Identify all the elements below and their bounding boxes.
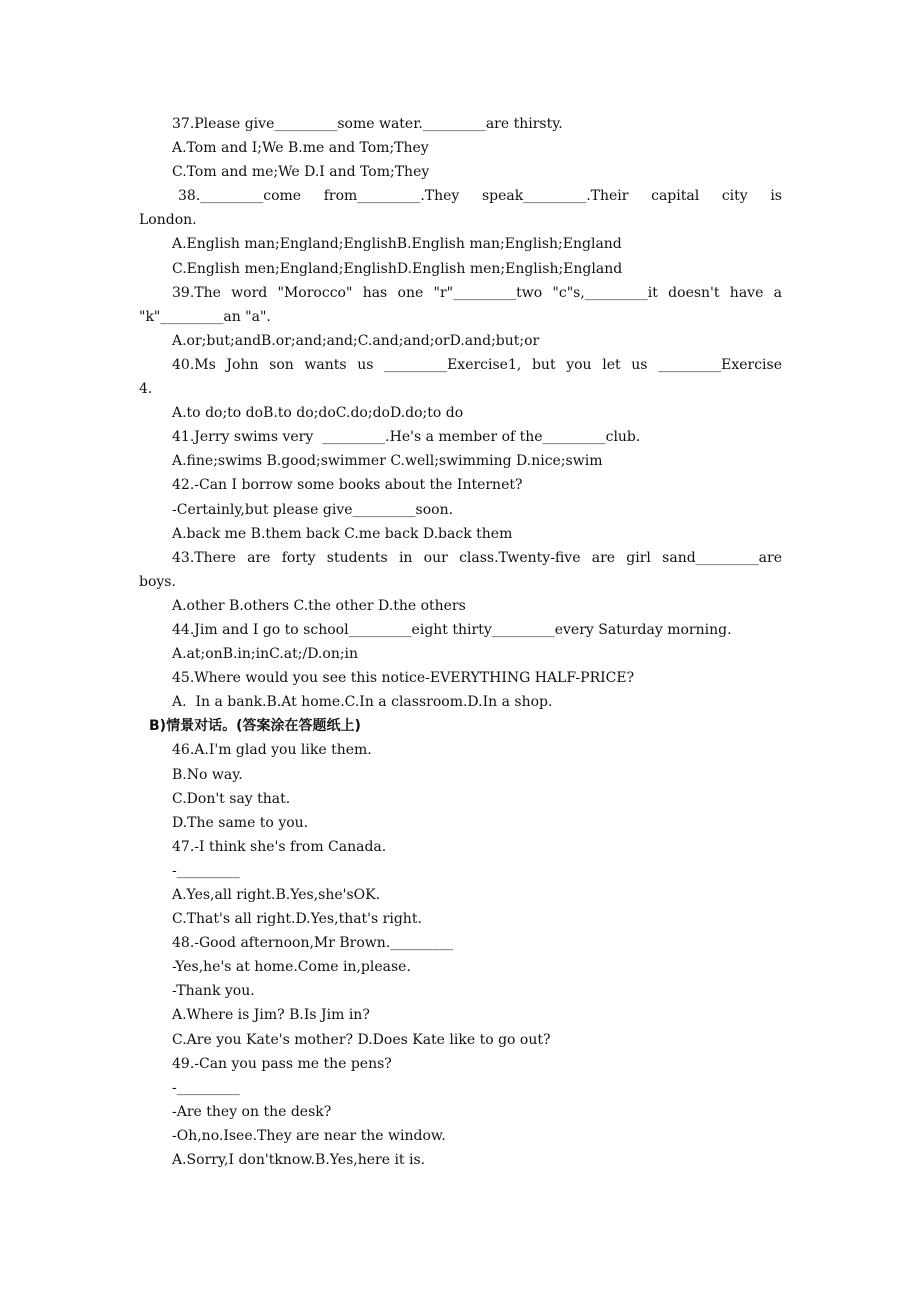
options-43: A.other B.others C.the other D.the others (172, 597, 466, 614)
question-39-cont: "k"_________an "a". (139, 308, 271, 325)
options-39: A.or;but;andB.or;and;and;C.and;and;orD.and;but;or (172, 332, 540, 349)
question-49: 49.-Can you pass me the pens? (172, 1055, 392, 1072)
question-38-cont: London. (139, 212, 197, 229)
question-47-blank: -_________ (172, 862, 240, 879)
options-37-ab: A.Tom and I;We B.me and Tom;They (172, 140, 429, 157)
question-49-window: -Oh,no.Isee.They are near the window. (172, 1127, 446, 1144)
question-43-cont: boys. (139, 573, 176, 590)
question-49-blank: -_________ (172, 1079, 240, 1096)
options-49-ab: A.Sorry,I don'tknow.B.Yes,here it is. (172, 1152, 426, 1169)
question-37: 37.Please give_________some water._________are thirsty. (172, 116, 563, 132)
question-39: 39.The word "Morocco" has one "r"_________two "c"s,_________it doesn't have a (172, 284, 782, 301)
question-46-d: D.The same to you. (172, 814, 309, 831)
options-41: A.fine;swims B.good;swimmer C.well;swimming D.nice;swim (172, 453, 603, 470)
document-page (139, 112, 782, 1172)
question-38: 38._________come from_________.They speak_________.Their capital city is (178, 188, 782, 205)
options-48-ab: A.Where is Jim? B.Is Jim in? (172, 1007, 370, 1024)
options-47-ab: A.Yes,all right.B.Yes,she'sOK. (172, 887, 381, 903)
options-38-ab: A.English man;England;EnglishB.English man;English;England (172, 236, 622, 253)
question-46-a: 46.A.I'm glad you like them. (172, 742, 372, 759)
question-40-cont: 4. (139, 381, 153, 398)
section-heading: B)情景对话。(答案涂在答题纸上) (149, 718, 361, 735)
options-44: A.at;onB.in;inC.at;/D.on;in (172, 646, 359, 663)
options-45: A. In a bank.B.At home.C.In a classroom.D.In a shop. (172, 694, 553, 711)
options-42: A.back me B.them back C.me back D.back them (172, 525, 513, 542)
question-41: 41.Jerry swims very _________.He's a member of the_________club. (172, 429, 641, 446)
options-40: A.to do;to doB.to do;doC.do;doD.do;to do (172, 405, 464, 422)
question-48-thanks: -Thank you. (172, 983, 255, 1000)
question-47: 47.-I think she's from Canada. (172, 838, 387, 855)
question-44: 44.Jim and I go to school_________eight thirty_________every Saturday morning. (172, 621, 732, 638)
question-46-c: C.Don't say that. (172, 790, 291, 807)
question-43: 43.There are forty students in our class.Twenty-five are girl sand_________are (172, 549, 782, 566)
question-42: 42.-Can I borrow some books about the Internet? (172, 477, 523, 494)
options-37-cd: C.Tom and me;We D.I and Tom;They (172, 164, 430, 181)
question-46-b: B.No way. (172, 766, 243, 783)
question-40: 40.Ms John son wants us _________Exercise1, but you let us _________Exercise (172, 356, 782, 373)
options-47-cd: C.That's all right.D.Yes,that's right. (172, 911, 422, 928)
question-42-reply: -Certainly,but please give_________soon. (172, 501, 454, 518)
options-48-cd: C.Are you Kate's mother? D.Does Kate like to go out? (172, 1031, 551, 1048)
question-45: 45.Where would you see this notice-EVERYTHING HALF-PRICE? (172, 670, 635, 687)
question-49-desk: -Are they on the desk? (172, 1103, 332, 1120)
question-48: 48.-Good afternoon,Mr Brown._________ (172, 935, 454, 952)
options-38-cd: C.English men;England;EnglishD.English men;English;England (172, 260, 623, 277)
question-48-reply: -Yes,he's at home.Come in,please. (172, 959, 411, 976)
